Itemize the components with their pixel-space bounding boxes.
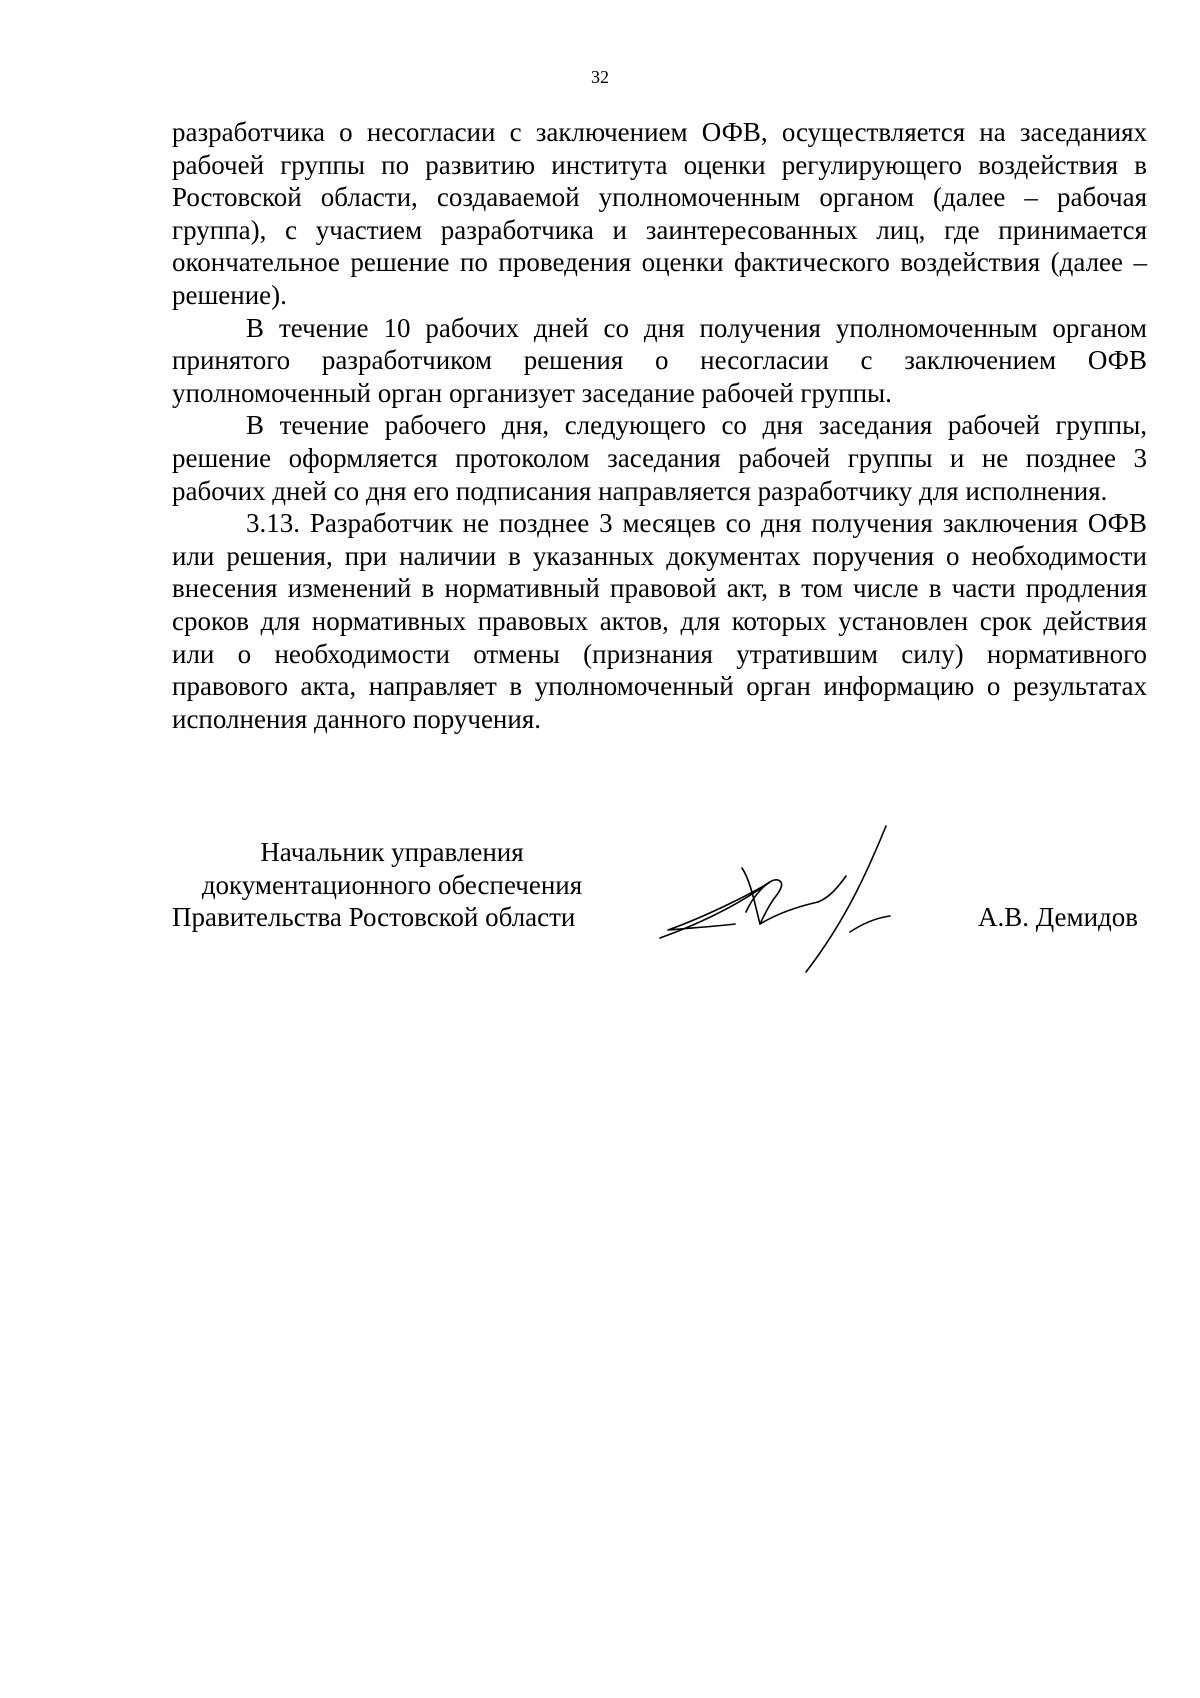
paragraph-clause-3-13: 3.13. Разработчик не позднее 3 месяцев со дня получения заключения ОФВ или решения, при наличии в указанных документах поручения о необходимости внесения изменений в нормативный правовой акт, в том числе в части продления сроков для нормативных правовых актов, для которых установлен срок действия или о необходимости отмены (признания утратившим силу) нормативного правового акта, направляет в уполномоченный орган информацию о результатах исполнения данного поручения. <box>172 508 1147 734</box>
page-number: 32 <box>591 67 609 87</box>
signatory-position-line: Правительства Ростовской области <box>172 902 576 933</box>
document-body <box>172 116 1147 735</box>
handwritten-signature-icon <box>650 820 940 980</box>
signatory-name: А.В. Демидов <box>978 902 1139 932</box>
signatory-position-line: документационного обеспечения <box>201 869 583 900</box>
signatory-position <box>172 836 612 934</box>
paragraph-continuation: разработчика о несогласии с заключением ОФВ, осуществляется на заседаниях рабочей группы по развитию института оценки регулирующего воздействия в Ростовской области, создаваемой уполномоченным органом (далее – рабочая группа), с участием разработчика и заинтересованных лиц, где принимается окончательное решение по проведения оценки фактического воздействия (далее – решение). <box>172 117 1147 310</box>
signatory-position-line: Начальник управления <box>260 837 524 867</box>
paragraph-meeting-deadline: В течение 10 рабочих дней со дня получения уполномоченным органом принятого разработчиком решения о несогласии с заключением ОФВ уполномоченный орган организует заседание рабочей группы. <box>172 312 1147 408</box>
paragraph-protocol: В течение рабочего дня, следующего со дня заседания рабочей группы, решение оформляется протоколом заседания рабочей группы и не позднее 3 рабочих дней со дня его подписания направляется разработчику для исполнения. <box>172 410 1147 506</box>
